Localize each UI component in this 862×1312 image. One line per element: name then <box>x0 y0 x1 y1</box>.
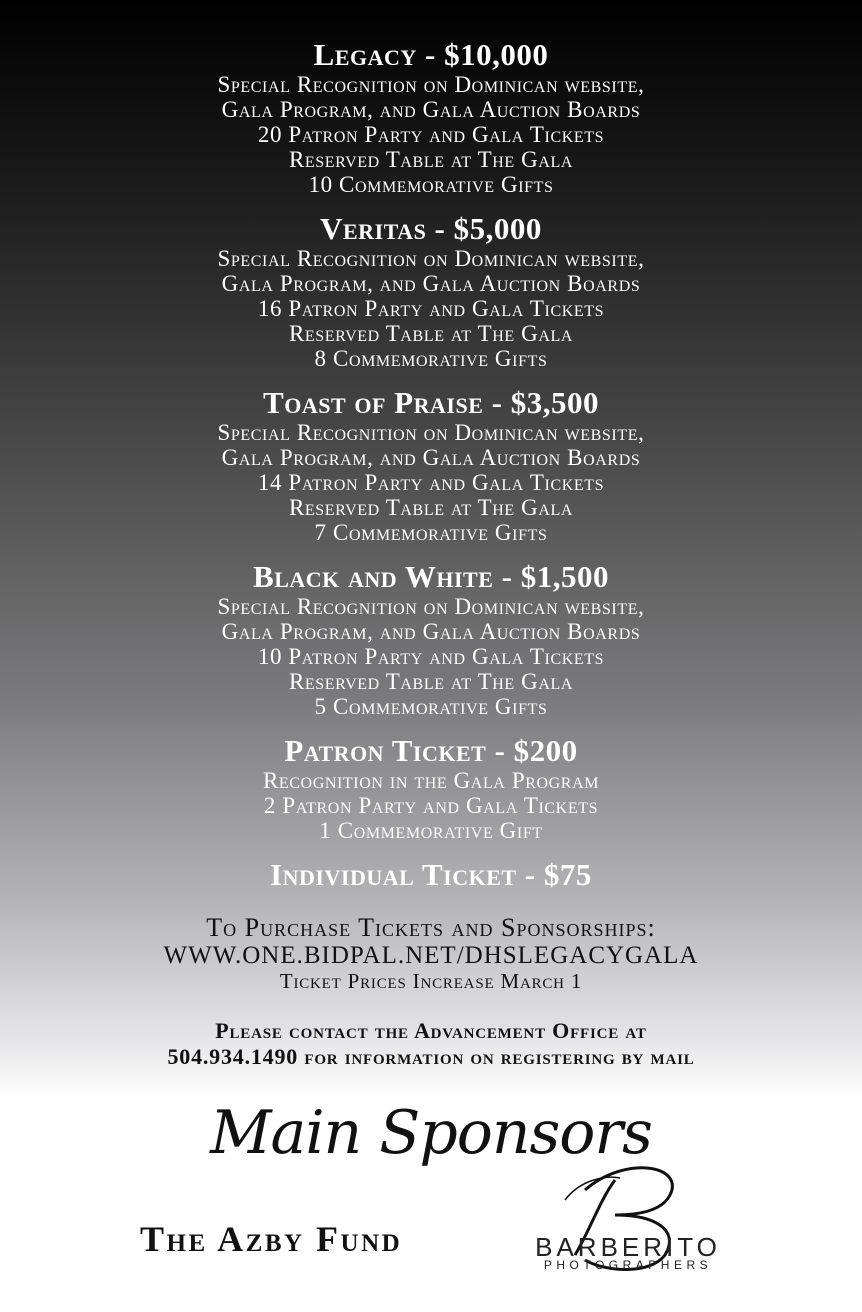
tier-black-and-white <box>0 560 862 719</box>
tier-benefit: 8 Commemorative Gifts <box>314 346 548 371</box>
tier-title: Patron Ticket - $200 <box>284 733 578 768</box>
tier-benefit: Special Recognition on Dominican website, <box>217 594 645 619</box>
contact-info <box>0 1018 862 1070</box>
tier-benefit: 14 Patron Party and Gala Tickets <box>257 470 605 495</box>
sponsorship-tiers <box>0 38 862 907</box>
purchase-info <box>0 914 862 993</box>
tier-benefit: Special Recognition on Dominican website, <box>217 420 645 445</box>
tier-benefit: Gala Program, and Gala Auction Boards <box>221 97 641 122</box>
tier-title: Legacy - $10,000 <box>313 37 549 72</box>
tier-benefit: 7 Commemorative Gifts <box>314 520 548 545</box>
tier-veritas <box>0 212 862 371</box>
tier-benefit: Special Recognition on Dominican website, <box>217 246 645 271</box>
tier-benefit: 16 Patron Party and Gala Tickets <box>257 296 605 321</box>
azby-fund-logo: The Azby Fund <box>140 1219 403 1259</box>
main-sponsors-heading: Main Sponsors <box>210 1098 652 1168</box>
tier-benefit: Gala Program, and Gala Auction Boards <box>221 619 641 644</box>
contact-line: Please contact the Advancement Office at <box>215 1018 647 1043</box>
tier-legacy <box>0 38 862 197</box>
tier-title: Black and White - $1,500 <box>253 559 609 594</box>
tier-title: Toast of Praise - $3,500 <box>263 385 599 420</box>
tier-benefit: 1 Commemorative Gift <box>319 818 543 843</box>
tier-benefit: Reserved Table at The Gala <box>288 321 574 346</box>
tier-patron-ticket <box>0 734 862 843</box>
contact-line: 504.934.1490 for information on registering by mail <box>167 1044 695 1069</box>
barberito-subtitle: PHOTOGRAPHERS <box>543 1258 713 1272</box>
tier-benefit: 10 Commemorative Gifts <box>308 172 554 197</box>
tier-title: Veritas - $5,000 <box>320 211 542 246</box>
purchase-url-link[interactable]: WWW.ONE.BIDPAL.NET/DHSLEGACYGALA <box>163 942 699 969</box>
tier-benefit: Recognition in the Gala Program <box>262 768 600 793</box>
tier-individual-ticket <box>0 858 862 892</box>
tier-benefit: Reserved Table at The Gala <box>288 495 574 520</box>
tier-benefit: 2 Patron Party and Gala Tickets <box>263 793 599 818</box>
tier-benefit: Gala Program, and Gala Auction Boards <box>221 445 641 470</box>
tier-benefit: 5 Commemorative Gifts <box>314 694 548 719</box>
tier-toast-of-praise <box>0 386 862 545</box>
barberito-name: BARBERITO <box>535 1232 721 1262</box>
tier-benefit: 20 Patron Party and Gala Tickets <box>257 122 605 147</box>
tier-benefit: Reserved Table at The Gala <box>288 147 574 172</box>
tier-title: Individual Ticket - $75 <box>270 857 592 892</box>
tier-benefit: Reserved Table at The Gala <box>288 669 574 694</box>
price-increase-note: Ticket Prices Increase March 1 <box>279 969 583 993</box>
tier-benefit: Gala Program, and Gala Auction Boards <box>221 271 641 296</box>
tier-benefit: Special Recognition on Dominican website, <box>217 72 645 97</box>
tier-benefit: 10 Patron Party and Gala Tickets <box>257 644 605 669</box>
purchase-heading: To Purchase Tickets and Sponsorships: <box>206 913 656 942</box>
